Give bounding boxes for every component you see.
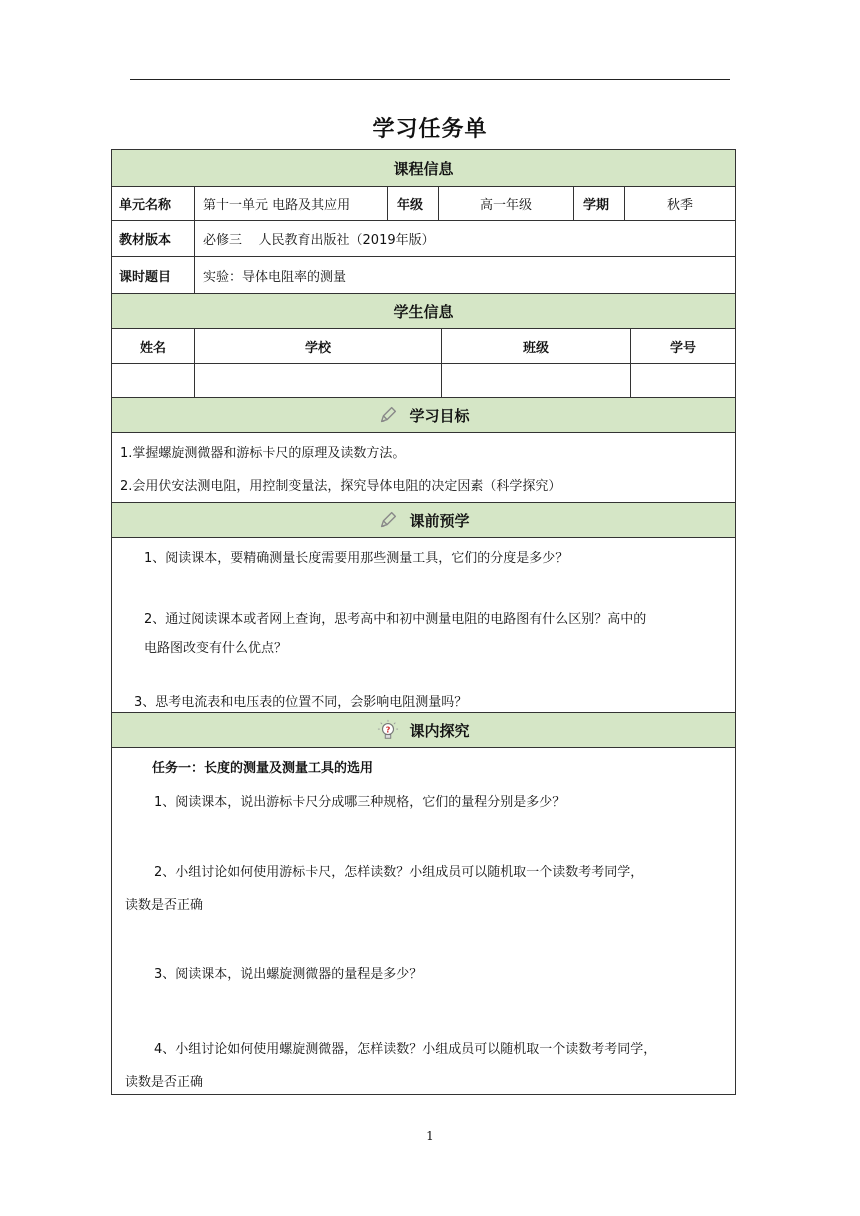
- goals-title: 学习目标: [409, 406, 470, 425]
- lightbulb-icon: [377, 719, 399, 741]
- preview-question-2-line-2: 电路图改变有什么优点？: [144, 641, 288, 656]
- task-1-title: 任务一：长度的测量及测量工具的选用: [152, 761, 374, 776]
- lesson-value: 实验：导体电阻率的测量: [194, 257, 735, 293]
- pencil-icon: [377, 404, 399, 426]
- inquiry-title: 课内探究: [409, 721, 470, 740]
- unit-row: [112, 187, 735, 221]
- student-id-field[interactable]: [630, 364, 735, 397]
- page-number: 1: [426, 1129, 434, 1143]
- inquiry-question-2-line-2: 读数是否正确: [125, 898, 204, 913]
- student-info-title: 学生信息: [393, 302, 454, 321]
- inquiry-question-4-line-1: 4、小组讨论如何使用螺旋测微器，怎样读数？小组成员可以随机取一个读数考考同学，: [154, 1042, 657, 1057]
- column-class: 班级: [441, 329, 630, 363]
- pencil-icon: [377, 509, 399, 531]
- textbook-label: 教材版本: [119, 233, 172, 248]
- task-sheet-table: [111, 149, 736, 1095]
- term-label: 学期: [573, 187, 624, 220]
- student-columns-row: [112, 329, 735, 364]
- inquiry-content: [112, 748, 735, 1094]
- school-field[interactable]: [194, 364, 441, 397]
- goals-content: [112, 433, 735, 503]
- column-name: 姓名: [139, 340, 166, 356]
- lesson-label: 课时题目: [119, 269, 172, 285]
- student-info-header: [112, 294, 735, 329]
- header-rule: [130, 79, 730, 80]
- textbook-row: [112, 221, 735, 257]
- lesson-row: [112, 257, 735, 294]
- goal-item-2: 2.会用伏安法测电阻，用控制变量法，探究导体电阻的决定因素（科学探究）: [120, 479, 562, 494]
- unit-value: 第十一单元 电路及其应用: [194, 187, 387, 220]
- unit-label: 单元名称: [119, 198, 172, 213]
- grade-label: 年级: [387, 187, 438, 220]
- inquiry-question-3: 3、阅读课本，说出螺旋测微器的量程是多少？: [154, 967, 423, 982]
- goals-header: [112, 398, 735, 433]
- grade-value: 高一年级: [438, 187, 573, 220]
- svg-text:?: ?: [386, 724, 391, 735]
- inquiry-question-1: 1、阅读课本，说出游标卡尺分成哪三种规格，它们的量程分别是多少？: [154, 795, 566, 810]
- inquiry-question-2-line-1: 2、小组讨论如何使用游标卡尺，怎样读数？小组成员可以随机取一个读数考考同学，: [154, 865, 644, 880]
- student-entry-row: [112, 364, 735, 398]
- inquiry-question-4-line-2: 读数是否正确: [125, 1075, 204, 1090]
- course-info-header: [112, 150, 735, 187]
- column-school: 学校: [194, 329, 441, 363]
- course-info-title: 课程信息: [393, 159, 454, 178]
- preview-question-2-line-1: 2、通过阅读课本或者网上查询，思考高中和初中测量电阻的电路图有什么区别？高中的: [144, 612, 647, 627]
- preview-content: [112, 538, 735, 713]
- column-student-id: 学号: [630, 329, 735, 363]
- goal-item-1: 1.掌握螺旋测微器和游标卡尺的原理及读数方法。: [120, 446, 406, 461]
- name-field[interactable]: [112, 364, 194, 397]
- preview-question-3: 3、思考电流表和电压表的位置不同，会影响电阻测量吗？: [134, 695, 468, 710]
- preview-title: 课前预学: [409, 511, 470, 530]
- document-title: 学习任务单: [372, 117, 488, 142]
- class-field[interactable]: [441, 364, 630, 397]
- textbook-value: 必修三 人民教育出版社（2019年版）: [194, 221, 735, 256]
- preview-header: [112, 503, 735, 538]
- inquiry-header: [112, 713, 735, 748]
- preview-question-1: 1、阅读课本，要精确测量长度需要用那些测量工具，它们的分度是多少？: [144, 551, 569, 566]
- term-value: 秋季: [624, 187, 735, 220]
